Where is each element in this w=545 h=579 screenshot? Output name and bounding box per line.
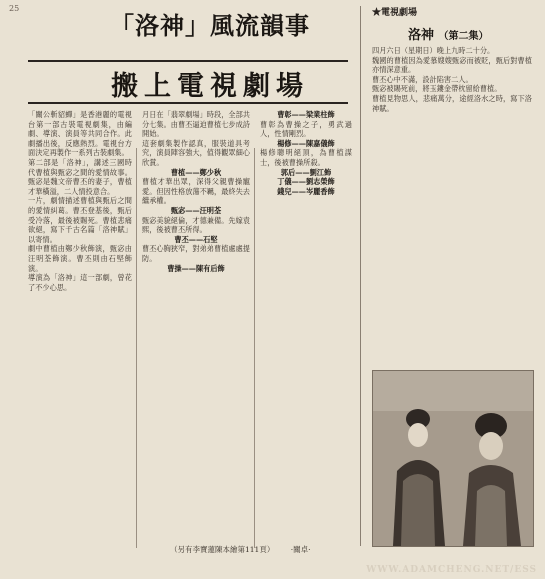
cast-heading: 曹彰——梁業柱飾 bbox=[277, 110, 335, 119]
right-article bbox=[372, 46, 532, 364]
show-title bbox=[408, 24, 489, 43]
paragraph: 魏國的曹植因為愛慕嫂嫂甄宓而被貶，甄后對曹植亦情深意重。 bbox=[372, 55, 532, 75]
paragraph: 曹植見物思人，悲痛萬分，途經洛水之時，寫下洛神賦。 bbox=[372, 93, 532, 113]
cast-heading: 丁儀——劉志榮飾 bbox=[277, 177, 335, 187]
drama-still-photo bbox=[372, 370, 534, 547]
section-divider bbox=[360, 6, 361, 546]
cast-heading: 錢兒——岑麗香飾 bbox=[277, 186, 335, 196]
paragraph: 月日在「翡翠劇場」時段，全部共分七集。由曹丕逼迫曹植七步成詩開始。 bbox=[142, 110, 250, 139]
paragraph: 楊修聰明絕頂，為曹植謀士，後被曹操所殺。 bbox=[260, 148, 352, 167]
paragraph: 曹彰為曹操之子，勇武過人，性情剛烈。 bbox=[260, 119, 352, 139]
footer-credit bbox=[170, 544, 311, 555]
paragraph: 導演為「洛神」這一部劇，曾花了不少心思。 bbox=[28, 273, 132, 292]
section-label: ★電視劇場 bbox=[372, 8, 418, 18]
photo-illustration bbox=[373, 371, 533, 546]
headline-line-1: 「洛神」風流韻事 bbox=[110, 11, 310, 40]
headline-line-2: 搬上電視劇場 bbox=[111, 71, 309, 102]
paragraph: 「關公斬貂蟬」是香港麗的電視台第一部古裝電視劇集，由編劇、導演、演員等共同合作。此劇播出後，反應熱烈。電視台方面決定再製作一系列古裝劇集。 bbox=[28, 110, 132, 158]
paragraph: 甄宓美貌絕倫，才德兼備。先嫁袁熙，後被曹丕所得。 bbox=[142, 215, 250, 235]
cast-heading: 曹植——鄭少秋 bbox=[170, 167, 222, 177]
show-episode: （第二集） bbox=[438, 31, 489, 42]
byline: ·關卓· bbox=[290, 545, 311, 554]
paragraph: 第二部是「洛神」，講述三國時代曹植與甄宓之間的愛情故事。甄宓是魏文帝曹丕的妻子，曹植才華橫溢，二人情投意合。 bbox=[28, 157, 132, 196]
paragraph: 劇中曹植由鄭少秋飾演，甄宓由汪明荃飾演。曹丕則由石堅飾演。 bbox=[28, 244, 132, 273]
paragraph: 曹植才華出眾，深得父親曹操寵愛。但因性格放蕩不羈，最終失去繼承權。 bbox=[142, 177, 250, 206]
site-watermark: WWW.ADAMCHENG.NET/ESS bbox=[366, 565, 537, 575]
paragraph: 一片，劇情描述曹植與甄后之間的愛情糾葛。曹丕登基後，甄后受冷落，最後被賜死。曹植悲痛欲絕，寫下千古名篇「洛神賦」以寄情。 bbox=[28, 196, 132, 244]
paragraph: 曹丕心胸狹窄，對弟弟曹植處處提防。 bbox=[142, 244, 250, 263]
paragraph: 四月六日（星期日）晚上九時二十分。 bbox=[372, 46, 495, 55]
paragraph: 甄宓被賜死前，將玉鏤金帶枕留給曹植。 bbox=[372, 84, 502, 94]
cast-heading: 甄宓——汪明荃 bbox=[170, 205, 222, 215]
column-divider bbox=[136, 148, 137, 548]
article-column-3 bbox=[260, 110, 352, 540]
cast-heading: 曹丕——石堅 bbox=[174, 234, 218, 244]
article-column-1 bbox=[28, 110, 132, 540]
page-number: 25 bbox=[9, 4, 20, 13]
paragraph: 這套劇集製作認真，服裝道具考究，演員陣容強大，值得觀眾細心欣賞。 bbox=[142, 138, 250, 167]
cast-heading: 楊修——陳嘉儀飾 bbox=[277, 138, 335, 148]
footer-note: （另有李寶蓮陳本繪第111頁） bbox=[170, 545, 275, 554]
show-title-text: 洛神 bbox=[408, 28, 435, 43]
article-column-2 bbox=[142, 110, 250, 540]
cast-heading: 曹操——陳有后飾 bbox=[167, 263, 225, 273]
headline-rule-top bbox=[28, 60, 348, 62]
paragraph: 曹丕心中不滿，設計陷害二人。 bbox=[372, 74, 473, 84]
cast-heading: 郭后——劉江飾 bbox=[280, 167, 332, 177]
headline-rule-bottom bbox=[28, 102, 348, 104]
column-divider bbox=[254, 148, 255, 548]
